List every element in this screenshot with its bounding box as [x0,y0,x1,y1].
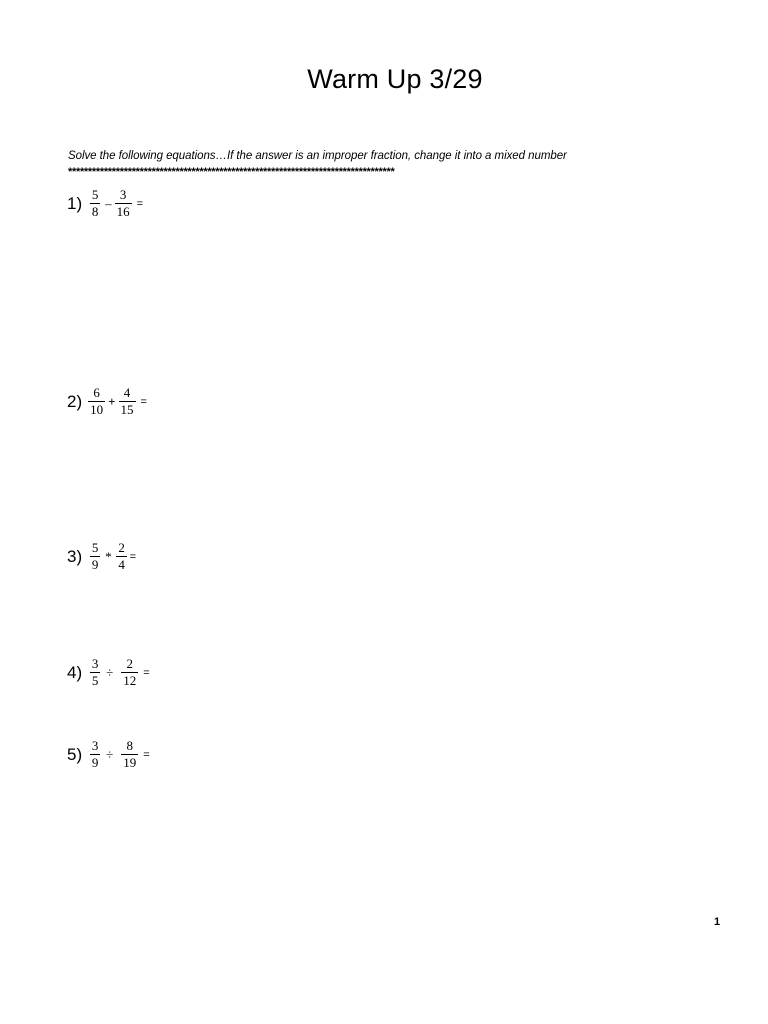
denominator: 16 [116,204,130,219]
fraction [88,541,102,572]
denominator: 8 [91,204,99,219]
equals-sign: = [136,197,144,210]
denominator: 15 [120,402,134,417]
equals-sign: = [140,395,147,408]
denominator: 19 [123,755,137,770]
problem-4 [67,657,150,688]
problem-1 [67,188,143,219]
operator: – [105,195,112,211]
numerator: 5 [91,187,99,202]
page-number: 1 [714,916,721,928]
fraction [115,541,129,572]
fraction [88,188,102,219]
numerator: 3 [91,656,99,671]
numerator: 2 [126,656,134,671]
numerator: 4 [123,385,131,400]
fraction [115,188,132,219]
denominator: 5 [91,673,99,688]
problem-3 [67,541,136,572]
denominator: 9 [91,755,99,770]
operator: * [105,548,112,564]
operator: + [108,393,116,409]
fraction [88,657,102,688]
equals-sign: = [143,748,150,761]
denominator: 10 [90,402,104,417]
numerator: 3 [91,738,99,753]
denominator: 9 [91,557,99,572]
instructions: Solve the following equations…If the answer is an improper fraction, change it into a mixed number [68,150,567,162]
equals-sign: = [143,666,150,679]
denominator: 4 [118,557,125,572]
numerator: 6 [93,385,100,400]
problem-2 [67,386,147,417]
problem-number: 2) [67,391,83,411]
problem-5 [67,739,150,770]
operator: ÷ [106,746,114,762]
equals-sign: = [129,550,137,563]
numerator: 8 [126,738,134,753]
operator: ÷ [106,664,114,680]
numerator: 3 [119,187,127,202]
problem-number: 4) [67,662,83,682]
numerator: 5 [91,540,99,555]
page-title: Warm Up 3/29 [307,64,483,94]
fraction [121,657,138,688]
problem-number: 5) [67,744,83,764]
fraction [88,386,105,417]
denominator: 12 [123,673,137,688]
separator-line: ********************************************************************************** [68,166,395,178]
numerator: 2 [118,540,125,555]
fraction [88,739,102,770]
fraction [119,386,136,417]
problem-number: 3) [67,546,83,566]
fraction [121,739,138,770]
problem-number: 1) [67,193,83,213]
